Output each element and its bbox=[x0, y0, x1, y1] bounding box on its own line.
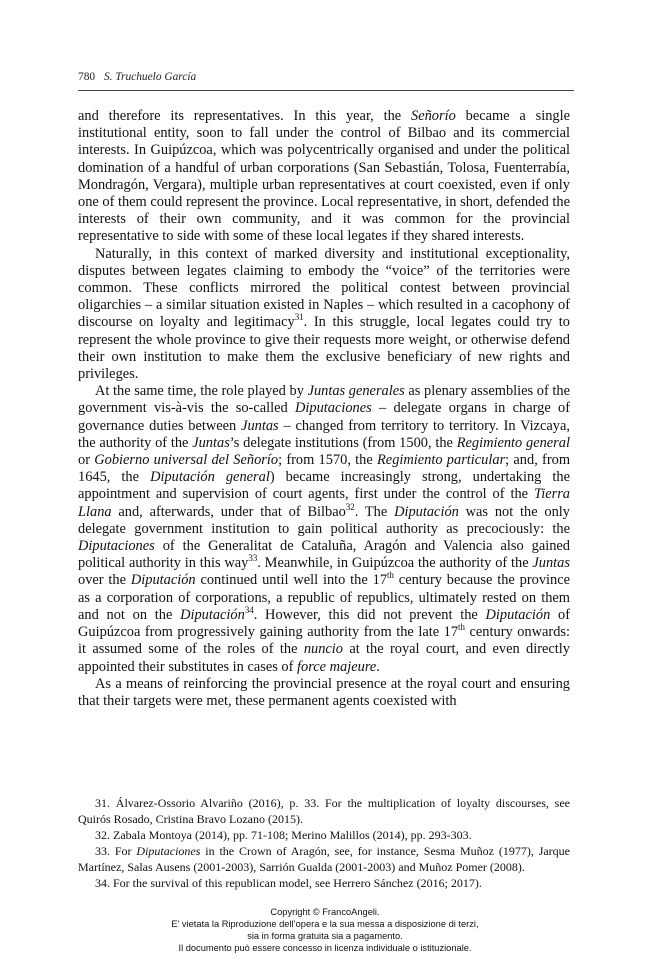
text-run: . bbox=[376, 658, 380, 675]
text-run: ) became increasingly strong, undertaking the appointment and supervision of court agents, first under the control of the bbox=[78, 469, 571, 503]
body-text bbox=[78, 108, 570, 710]
footnote-34 bbox=[78, 875, 570, 891]
copyright-line: E’ vietata la Riproduzione dell’opera e la sua messa a disposizione di terzi, bbox=[171, 919, 479, 929]
italic-term: Diputación bbox=[180, 606, 245, 623]
italic-term: Diputación bbox=[394, 503, 459, 520]
running-author: S. Truchuelo García bbox=[103, 71, 197, 83]
paragraph-2 bbox=[78, 246, 570, 384]
footnote-33 bbox=[78, 843, 570, 875]
italic-term: Señorío bbox=[411, 108, 456, 124]
text-run: 32. Zabala Montoya (2014), pp. 71-108; Merino Malillos (2014), pp. 293-303. bbox=[95, 828, 472, 842]
header-rule bbox=[78, 90, 574, 91]
text-run: of the Generalitat de Cataluña, Aragón and Valencia also gained political authority in this way bbox=[78, 538, 570, 572]
text-run: – delegate organs in charge of governance duties between bbox=[78, 400, 570, 434]
text-run: ; and, from 1645, the bbox=[78, 452, 571, 486]
italic-term: Tierra Llana bbox=[78, 486, 570, 520]
paragraph-3 bbox=[78, 383, 570, 675]
footnote-31 bbox=[78, 795, 570, 827]
italic-term: Diputaciones bbox=[78, 538, 155, 555]
text-run: century because the province as a corporation of corporations, a republic of republics, ultimately rested on them and not on the bbox=[78, 572, 570, 623]
text-run: 33. For bbox=[95, 844, 137, 858]
italic-term: Diputación bbox=[485, 606, 551, 623]
italic-term: nuncio bbox=[303, 641, 343, 658]
copyright-line: Copyright © FrancoAngeli. bbox=[270, 907, 380, 917]
text-run: . The bbox=[354, 503, 395, 520]
text-run: – changed from territory to territory. In Vizcaya, the authority of the bbox=[78, 417, 570, 451]
superscript: th bbox=[458, 622, 465, 633]
italic-term: Diputación general bbox=[150, 469, 270, 486]
italic-term: force majeure bbox=[297, 658, 377, 675]
text-run: over the bbox=[78, 572, 131, 589]
text-run: . In this struggle, local legates could try to represent the whole province to give their requests more weight, or otherwise defend their own institution to make them the exclusive beneficiary of new rights and privileges. bbox=[78, 314, 570, 383]
italic-term: Regimiento particular bbox=[377, 452, 506, 469]
superscript: 34 bbox=[244, 605, 254, 616]
italic-term: Diputación bbox=[130, 572, 196, 589]
italic-term: Gobierno universal del Señorío bbox=[94, 452, 279, 469]
superscript: th bbox=[387, 570, 394, 581]
italic-term: Diputaciones bbox=[294, 400, 372, 417]
copyright-line: Il documento può essere concesso in licenza individuale o istituzionale. bbox=[178, 943, 472, 953]
text-run: . Meanwhile, in Guipúzcoa the authority of the bbox=[257, 555, 533, 572]
text-run: . However, this did not prevent the bbox=[253, 606, 486, 623]
text-run: in the Crown of Aragón, see, for instance, Sesma Muñoz (1977), Jarque Martínez, Salas Ausens (2001-2003), Sarrión Gualda (2001-2003) and Muñoz Pomer (2008). bbox=[78, 844, 571, 874]
text-run: ’s delegate institutions (from 1500, the bbox=[229, 434, 457, 451]
footnote-32 bbox=[78, 827, 570, 843]
paragraph-4 bbox=[78, 676, 570, 710]
copyright-line: sia in forma gratuita sia a pagamento. bbox=[247, 931, 403, 941]
copyright-notice bbox=[75, 906, 575, 954]
footnotes bbox=[78, 795, 570, 891]
superscript: 32 bbox=[345, 501, 355, 512]
italic-term: Diputaciones bbox=[136, 844, 201, 858]
running-header bbox=[78, 71, 196, 83]
text-run: as plenary assemblies of the government vis-à-vis the so-called bbox=[78, 383, 571, 417]
text-run: ; from 1570, the bbox=[278, 452, 378, 469]
superscript: 33 bbox=[248, 553, 258, 564]
text-run: of Guipúzcoa from progressively gaining authority from the late 17 bbox=[78, 606, 570, 641]
italic-term: Regimiento general bbox=[456, 434, 570, 451]
text-run: and, afterwards, under that of Bilbao bbox=[111, 503, 346, 520]
italic-term: Juntas generales bbox=[307, 383, 405, 400]
italic-term: Juntas bbox=[532, 555, 570, 572]
text-run: became a single institutional entity, soon to fall under the control of Bilbao and its commercial interests. In Guipúzcoa, which was polycentrically organised and under the political domination of a handful of urban corporations (San Sebastián, Tolosa, Fuenterrabía, Mondragón, Vergara), multiple urban representatives at court coexisted, even if only one of them could represent the province. Local representative, in short, defended the interests of their own community, and it was common for the provincial representative to side with some of these local legates if they shared interests. bbox=[78, 108, 570, 245]
text-run: At the same time, the role played by bbox=[95, 383, 308, 400]
text-run: 34. For the survival of this republican model, see Herrero Sánchez (2016; 2017). bbox=[95, 876, 482, 890]
text-run: 31. Álvarez-Ossorio Alvariño (2016), p. 33. For the multiplication of loyalty discourses, see Quirós Rosado, Cristina Bravo Lozano (2015). bbox=[78, 796, 570, 826]
paragraph-1 bbox=[78, 108, 570, 246]
text-run: As a means of reinforcing the provincial presence at the royal court and ensuring that their targets were met, these permanent agents coexisted with bbox=[78, 675, 570, 709]
text-run: or bbox=[78, 452, 95, 469]
italic-term: Juntas bbox=[241, 417, 279, 434]
superscript: 31 bbox=[294, 312, 304, 323]
text-run: and therefore its representatives. In this year, the bbox=[78, 108, 412, 124]
text-run: century onwards: it assumed some of the roles of the bbox=[78, 624, 570, 658]
page-number: 780 bbox=[78, 71, 96, 83]
text-run: Naturally, in this context of marked diversity and institutional exceptionality, disputes between legates claiming to embody the “voice” of the territories were common. These conflicts mirrored the political contest between provincial oligarchies – a similar situation existed in Naples – which resulted in a cacophony of discourse on loyalty and legitimacy bbox=[78, 245, 570, 331]
text-run: continued until well into the 17 bbox=[195, 572, 388, 589]
italic-term: Juntas bbox=[192, 434, 230, 451]
text-run: was not the only delegate government institution to gain political authority as precociously: the bbox=[78, 503, 571, 537]
text-run: at the royal court, and even directly appointed their substitutes in cases of bbox=[78, 641, 570, 675]
